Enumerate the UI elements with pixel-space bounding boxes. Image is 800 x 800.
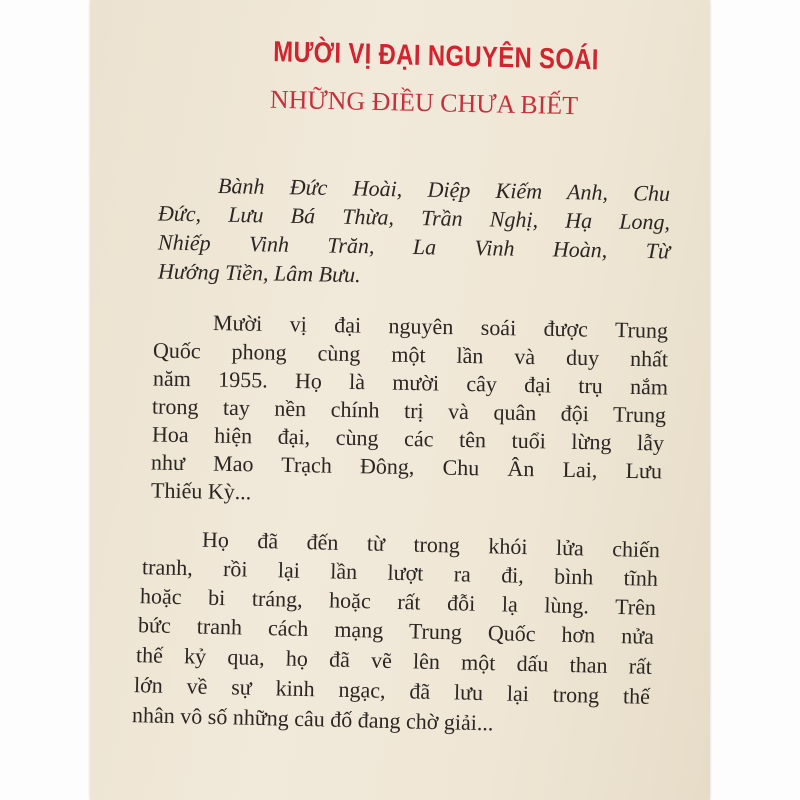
- body-line: Họ đã đến từ trong khói lửa chiến: [201, 526, 661, 563]
- body-line: Quốc phong cùng một lần và duy nhất: [152, 337, 669, 372]
- intro-line: Bành Đức Hoài, Diệp Kiếm Anh, Chu: [217, 173, 671, 206]
- book-subtitle: NHỮNG ĐIỀU CHƯA BIẾT: [269, 84, 579, 121]
- body-line: hoặc bi tráng, hoặc rất đỗi lạ lùng. Trên: [139, 583, 657, 620]
- body-line: như Mao Trạch Đông, Chu Ân Lai, Lưu: [150, 449, 663, 484]
- body-line: trong tay nền chính trị và quân đội Trung: [151, 393, 667, 428]
- body-line: lớn về sự kinh ngạc, đã lưu lại trong thế: [133, 672, 651, 709]
- intro-line: Nhiếp Vinh Trăn, La Vinh Hoàn, Từ: [157, 229, 671, 264]
- body-line: Mười vị đại nguyên soái được Trung: [212, 310, 669, 343]
- body-line: năm 1955. Họ là mười cây đại trụ nắm: [152, 365, 669, 400]
- body-line: tranh, rồi lại lần lượt ra đi, bình tĩnh: [141, 554, 659, 591]
- body-line: Hoa hiện đại, cùng các tên tuổi lừng lẫy: [151, 421, 665, 456]
- body-line: Thiếu Kỳ...: [150, 477, 252, 505]
- intro-line: Đức, Lưu Bá Thừa, Trần Nghị, Hạ Long,: [157, 200, 671, 235]
- body-line: thế kỷ qua, họ đã vẽ lên một dấu than rất: [135, 642, 653, 679]
- book-title: MƯỜI VỊ ĐẠI NGUYÊN SOÁI: [273, 36, 600, 77]
- body-line: nhân vô số những câu đố đang chờ giải...: [131, 702, 494, 736]
- body-line: bức tranh cách mạng Trung Quốc hơn nửa: [137, 612, 655, 649]
- intro-line: Hướng Tiền, Lâm Bưu.: [157, 258, 361, 288]
